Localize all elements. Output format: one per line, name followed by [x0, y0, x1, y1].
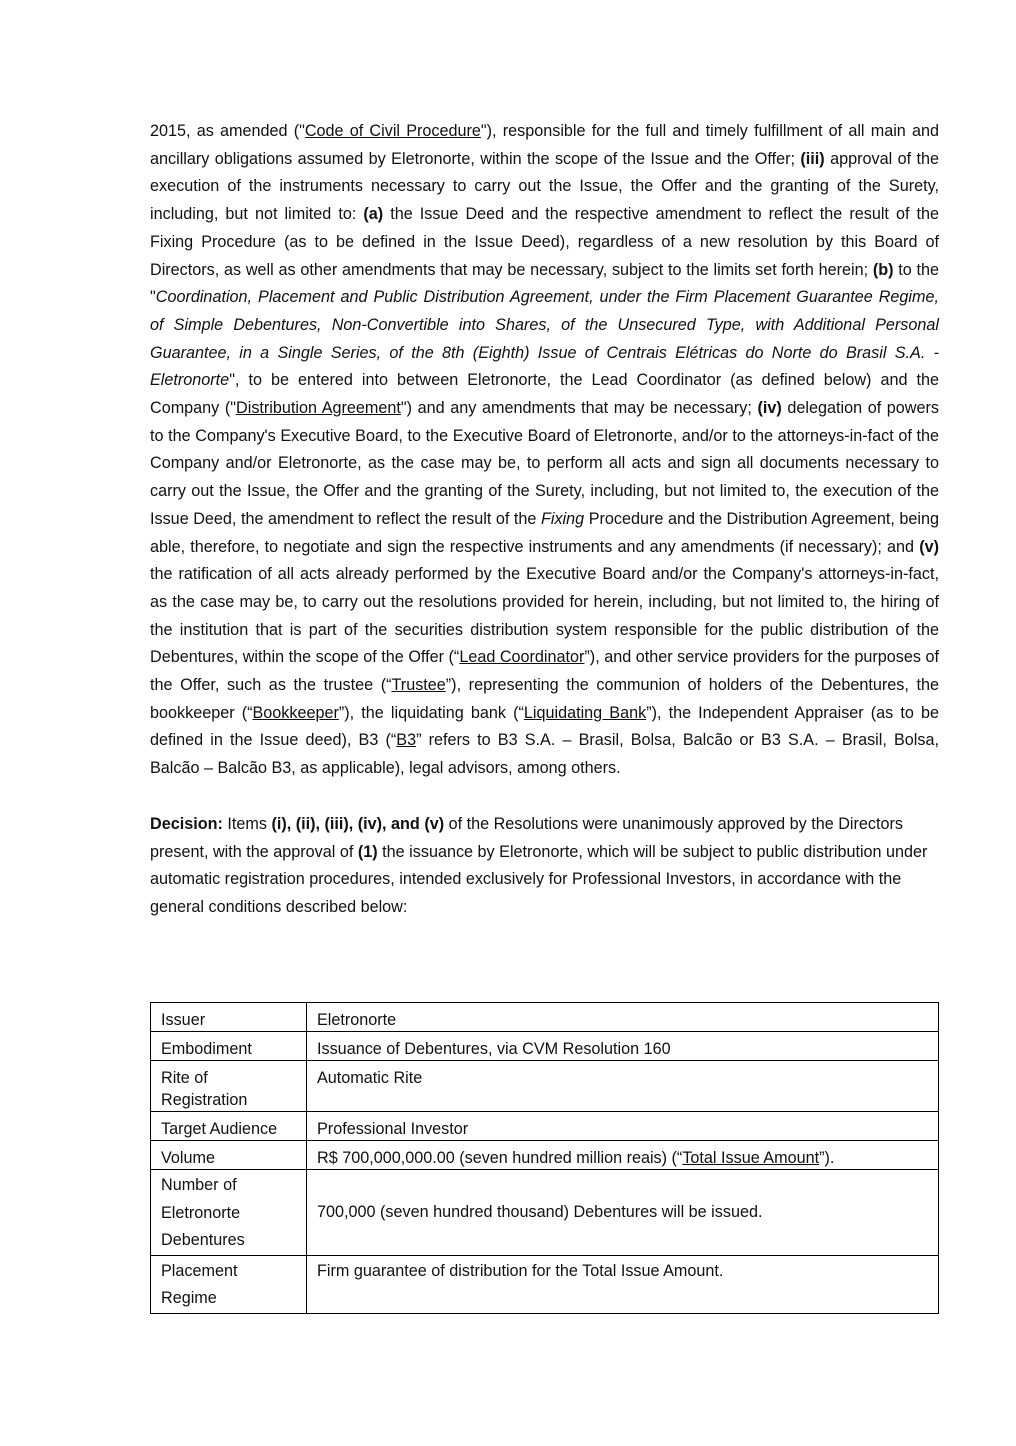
table-row [151, 1255, 939, 1313]
term-value: Eletronorte [307, 1003, 939, 1032]
text-span: of the Resolutions were unanimously approved by the Directors present, with the approval of [150, 814, 903, 861]
defined-term-b3: B3 [396, 731, 417, 750]
defined-term-bookkeeper: Bookkeeper [252, 703, 339, 722]
text-span: the ratification of all acts already performed by the Executive Board and/or the Company's attorneys-in-fact, as the case may be, to carry out the resolutions provided for herein, including, but not limited to, the hiring of the institution that is part of the securities distribution system responsible for the public distribution of the Debentures, within the scope of the Offer (“ [150, 565, 939, 667]
term-label: Placement Regime [151, 1255, 307, 1313]
item-marker-iv: (iv) [757, 399, 782, 418]
resolution-paragraph [150, 118, 939, 783]
defined-term-liquidating-bank: Liquidating Bank [523, 703, 647, 722]
term-value: Professional Investor [307, 1112, 939, 1141]
table-row [151, 1170, 939, 1256]
item-marker-iii: (iii) [800, 149, 825, 168]
defined-term-lead-coordinator: Lead Coordinator [459, 648, 585, 667]
item-marker-1: (1) [357, 842, 378, 861]
term-value: Firm guarantee of distribution for the Total Issue Amount. [307, 1255, 939, 1313]
defined-term-total-issue-amount: Total Issue Amount [682, 1149, 820, 1167]
item-marker-v: (v) [919, 537, 939, 556]
term-label: Rite of Registration [151, 1061, 307, 1112]
term-label: Number of Eletronorte Debentures [151, 1170, 307, 1256]
decision-label: Decision: [150, 814, 223, 833]
term-value: 700,000 (seven hundred thousand) Debentures will be issued. [307, 1170, 939, 1256]
item-marker-b: (b) [872, 260, 894, 279]
term-label: Volume [151, 1141, 307, 1170]
table-row [151, 1112, 939, 1141]
text-span: ”), the liquidating bank (“ [338, 703, 524, 722]
text-span: ” refers to B3 S.A. – Brasil, Bolsa, Balcão or B3 S.A. – Brasil, Bolsa, Balcão – Balcão B3, as applicable), legal advisors, among others. [150, 731, 939, 778]
text-span: 2015, as amended (" [150, 122, 305, 140]
debenture-terms-table [150, 1002, 939, 1314]
table-row [151, 1032, 939, 1061]
text-span: ”), and other service providers for the purposes of the Offer, such as the trustee (“ [150, 648, 940, 695]
defined-term-distribution-agreement: Distribution Agreement [236, 399, 401, 418]
text-span: ”), representing the communion of holders of the Debentures, the bookkeeper (“ [150, 676, 940, 722]
approved-items: (i), (ii), (iii), (iv), and (v) [271, 814, 445, 833]
italic-fixing: Fixing [540, 509, 585, 528]
text-span: ") and any amendments that may be necessary; [400, 399, 758, 418]
paragraph-gap [150, 783, 939, 811]
defined-term-code-of-civil-procedure: Code of Civil Procedure [304, 122, 481, 140]
text-span: ", to be entered into between Eletronorte, the Lead Coordinator (as defined below) and the Company (" [150, 371, 939, 418]
document-page [150, 118, 939, 922]
table-row [151, 1003, 939, 1032]
text-span: Procedure and the Distribution Agreement, being able, therefore, to negotiate and sign the respective instruments and any amendments (if necessary); and [150, 509, 939, 556]
text-span: the issuance by Eletronorte, which will be subject to public distribution under automatic registration procedures, intended exclusively for Professional Investors, in accordance with the general conditions described below: [150, 842, 928, 916]
decision-paragraph [150, 811, 939, 922]
term-label: Target Audience [151, 1112, 307, 1141]
term-value: Automatic Rite [307, 1061, 939, 1112]
text-span: to the " [150, 260, 939, 307]
agreement-title: Coordination, Placement and Public Distribution Agreement, under the Firm Placement Guarantee Regime, of Simple Debentures, Non-Convertible into Shares, of the Unsecured Type, with Additional Personal Guarantee, in a Single Series, of the 8th (Eighth) Issue of Centrais Elétricas do Norte do Brasil S.A. - Eletronorte [150, 288, 939, 390]
text-span: delegation of powers to the Company's Executive Board, to the Executive Board of Eletronorte, and/or to the attorneys-in-fact of the Company and/or Eletronorte, as the case may be, to perform all acts and sign all documents necessary to carry out the Issue, the Offer and the granting of the Surety, including, but not limited to, the execution of the Issue Deed, the amendment to reflect the result of the [150, 399, 939, 528]
text-span: ”). [819, 1149, 835, 1167]
term-label: Embodiment [151, 1032, 307, 1061]
text-span: approval of the execution of the instruments necessary to carry out the Issue, the Offer and the granting of the Surety, including, but not limited to: [150, 149, 940, 224]
defined-term-trustee: Trustee [391, 676, 446, 695]
text-span: R$ 700,000,000.00 (seven hundred million reais) (“ [317, 1149, 683, 1167]
table-row [151, 1061, 939, 1112]
text-span: "), responsible for the full and timely fulfillment of all main and ancillary obligations assumed by Eletronorte, within the scope of the Issue and the Offer; [150, 122, 940, 168]
term-value: Issuance of Debentures, via CVM Resolution 160 [307, 1032, 939, 1061]
term-value [307, 1141, 939, 1170]
item-marker-a: (a) [363, 205, 384, 224]
text-span: ”), the Independent Appraiser (as to be defined in the Issue deed), B3 (“ [150, 703, 939, 750]
text-span: Items [222, 814, 272, 833]
text-span: the Issue Deed and the respective amendment to reflect the result of the Fixing Procedure (as to be defined in the Issue Deed), regardless of a new resolution by this Board of Directors, as well as other amendments that may be necessary, subject to the limits set forth herein; [150, 205, 939, 279]
term-label: Issuer [151, 1003, 307, 1032]
table-row [151, 1141, 939, 1170]
